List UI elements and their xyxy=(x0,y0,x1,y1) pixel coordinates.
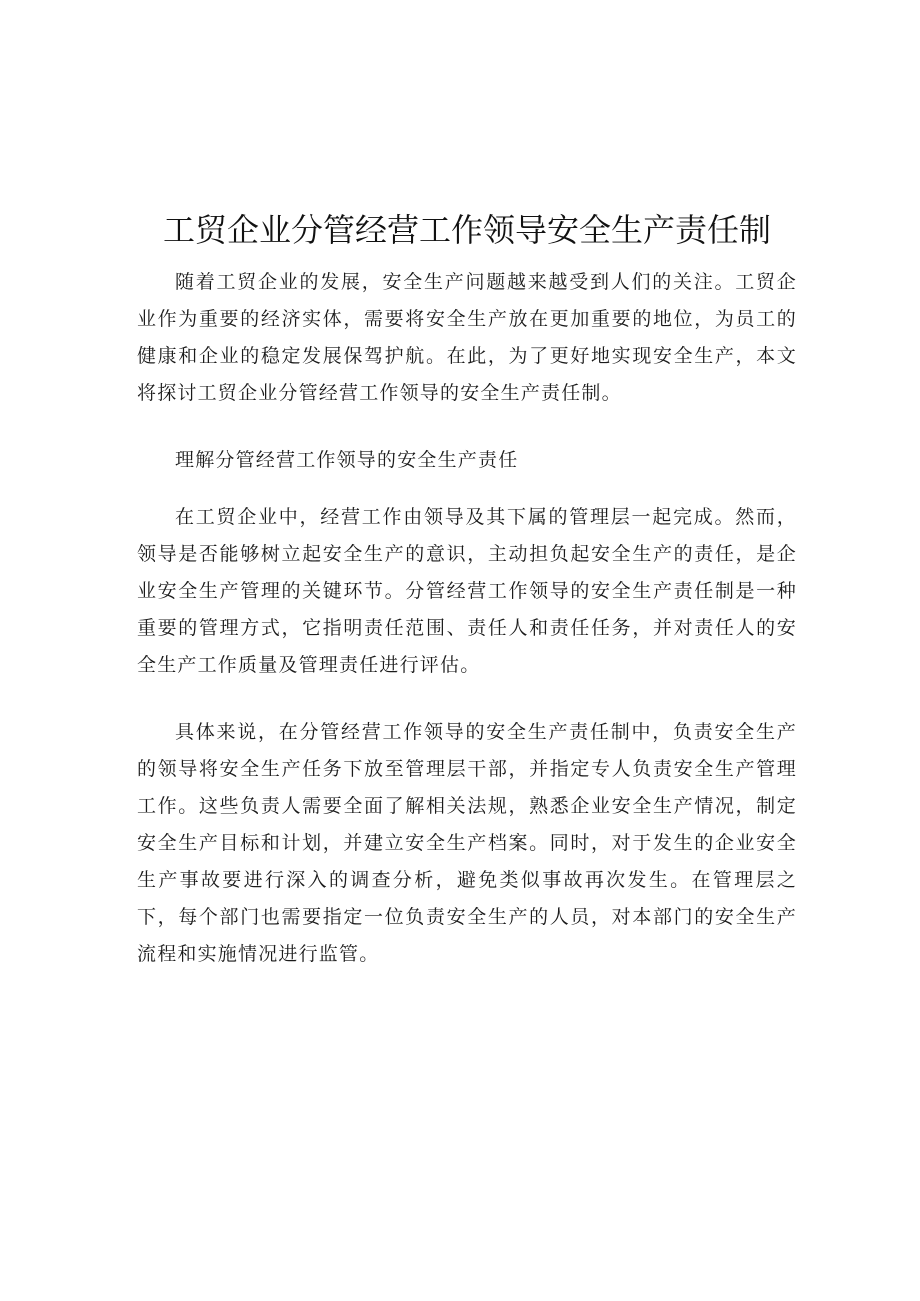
document-body xyxy=(137,206,797,973)
paragraph-spacer xyxy=(137,684,797,714)
intro-paragraph: 随着工贸企业的发展，安全生产问题越来越受到人们的关注。工贸企业作为重要的经济实体，需要将安全生产放在更加重要的地位，为员工的健康和企业的稳定发展保驾护航。在此，为了更好地实现安全生产，本文将探讨工贸企业分管经营工作领导的安全生产责任制。 xyxy=(137,271,797,404)
body-paragraph-1: 在工贸企业中，经营工作由领导及其下属的管理层一起完成。然而，领导是否能够树立起安全生产的意识，主动担负起安全生产的责任，是企业安全生产管理的关键环节。分管经营工作领导的安全生产责任制是一种重要的管理方式，它指明责任范围、责任人和责任任务，并对责任人的安全生产工作质量及管理责任进行评估。 xyxy=(137,506,797,676)
document-title: 工贸企业分管经营工作领导安全生产责任制 xyxy=(162,211,771,249)
section-heading: 理解分管经营工作领导的安全生产责任 xyxy=(175,449,519,471)
body-paragraph-2: 具体来说，在分管经营工作领导的安全生产责任制中，负责安全生产的领导将安全生产任务下放至管理层干部，并指定专人负责安全生产管理工作。这些负责人需要全面了解相关法规，熟悉企业安全生产情况，制定安全生产目标和计划，并建立安全生产档案。同时，对于发生的企业安全生产事故要进行深入的调查分析，避免类似事故再次发生。在管理层之下，每个部门也需要指定一位负责安全生产的人员，对本部门的安全生产流程和实施情况进行监管。 xyxy=(137,721,797,965)
